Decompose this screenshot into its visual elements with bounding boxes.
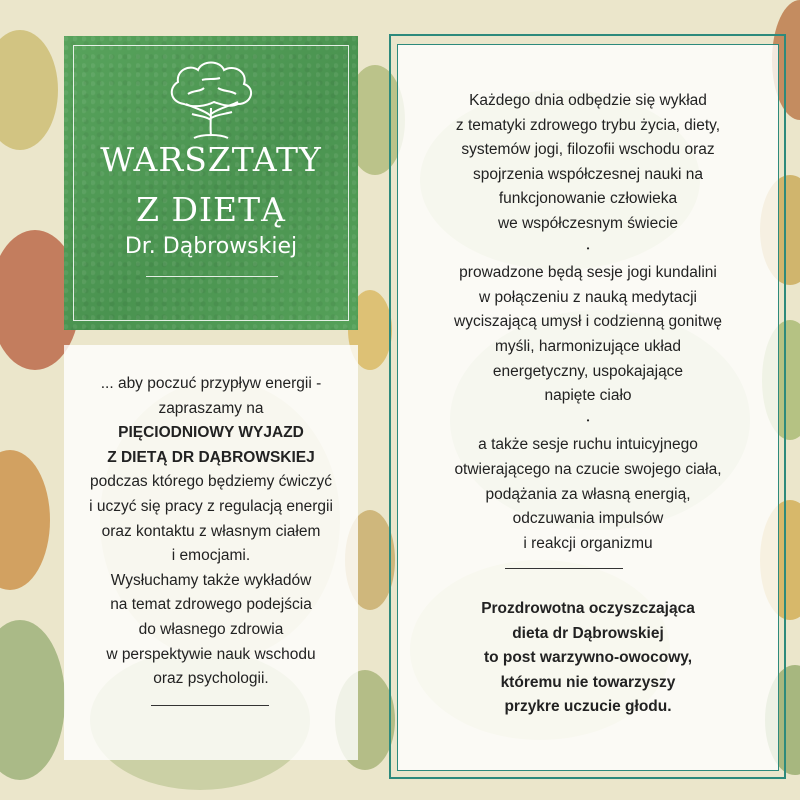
program-line: z tematyki zdrowego trybu życia, diety,	[455, 116, 721, 134]
program-line: Każdego dnia odbędzie się wykład	[469, 92, 707, 109]
program-line: funkcjonowanie człowieka	[498, 190, 678, 208]
program-line: myśli, harmonizujące układ	[494, 337, 682, 355]
intro-line: zapraszamy na	[158, 399, 264, 417]
intro-text	[64, 372, 358, 692]
program-line: odczuwania impulsów	[512, 510, 664, 528]
program-line: systemów jogi, filozofii wschodu oraz	[461, 141, 715, 159]
diet-summary	[398, 597, 778, 720]
intro-panel	[64, 345, 358, 760]
logo-divider	[146, 276, 278, 277]
intro-line: Wysłuchamy także wykładów	[110, 571, 312, 589]
diet-summary-line: przykre uczucie głodu.	[504, 698, 672, 716]
program-line: napięte ciało	[544, 387, 632, 405]
program-line: energetyczny, uspokajające	[492, 362, 684, 380]
intro-line: oraz kontaktu z własnym ciałem	[101, 522, 321, 540]
program-line: we współczesnym świecie	[497, 214, 679, 232]
bullet-separator: •	[586, 415, 590, 425]
intro-line: do własnego zdrowia	[138, 620, 284, 638]
program-divider	[505, 568, 623, 569]
tree-icon	[164, 58, 258, 142]
intro-line: oraz psychologii.	[153, 670, 269, 688]
intro-headline: PIĘCIODNIOWY WYJAZD	[118, 424, 304, 442]
program-line: prowadzone będą sesje jogi kundalini	[459, 264, 717, 282]
intro-line: w perspektywie nauk wschodu	[106, 645, 316, 663]
logo-tile	[64, 36, 358, 330]
program-line: otwierającego na czucie swojego ciała,	[454, 460, 722, 478]
program-line: spojrzenia współczesnej nauki na	[472, 165, 704, 183]
program-line: w połączeniu z nauką medytacji	[479, 288, 697, 306]
logo-title-line1: WARSZTATY	[100, 140, 322, 179]
program-line: podążania za własną energią,	[485, 485, 691, 503]
intro-line: podczas którego będziemy ćwiczyć	[89, 473, 333, 491]
diet-summary-line: to post warzywno-owocowy,	[483, 649, 693, 667]
intro-line: i emocjami.	[171, 547, 251, 565]
program-line: a także sesje ruchu intuicyjnego	[478, 436, 698, 454]
intro-line: ... aby poczuć przypływ energii -	[100, 375, 322, 392]
diet-summary-line: Prozdrowotna oczyszczająca	[481, 600, 695, 617]
bullet-separator: •	[586, 243, 590, 253]
intro-line: na temat zdrowego podejścia	[110, 596, 312, 614]
program-line: i reakcji organizmu	[523, 534, 653, 552]
logo-title-line2: Z DIETĄ	[136, 190, 286, 229]
logo-subtitle: Dr. Dąbrowskiej	[124, 234, 298, 259]
diet-summary-line: któremu nie towarzyszy	[500, 673, 676, 691]
program-line: wyciszającą umysł i codzienną gonitwę	[454, 313, 722, 331]
intro-divider	[151, 705, 269, 706]
intro-line: i uczyć się pracy z regulacją energii	[89, 497, 333, 515]
diet-summary-line: dieta dr Dąbrowskiej	[512, 624, 664, 642]
program-panel	[397, 44, 779, 771]
program-text	[398, 89, 778, 556]
intro-headline: Z DIETĄ DR DĄBROWSKIEJ	[107, 448, 315, 466]
